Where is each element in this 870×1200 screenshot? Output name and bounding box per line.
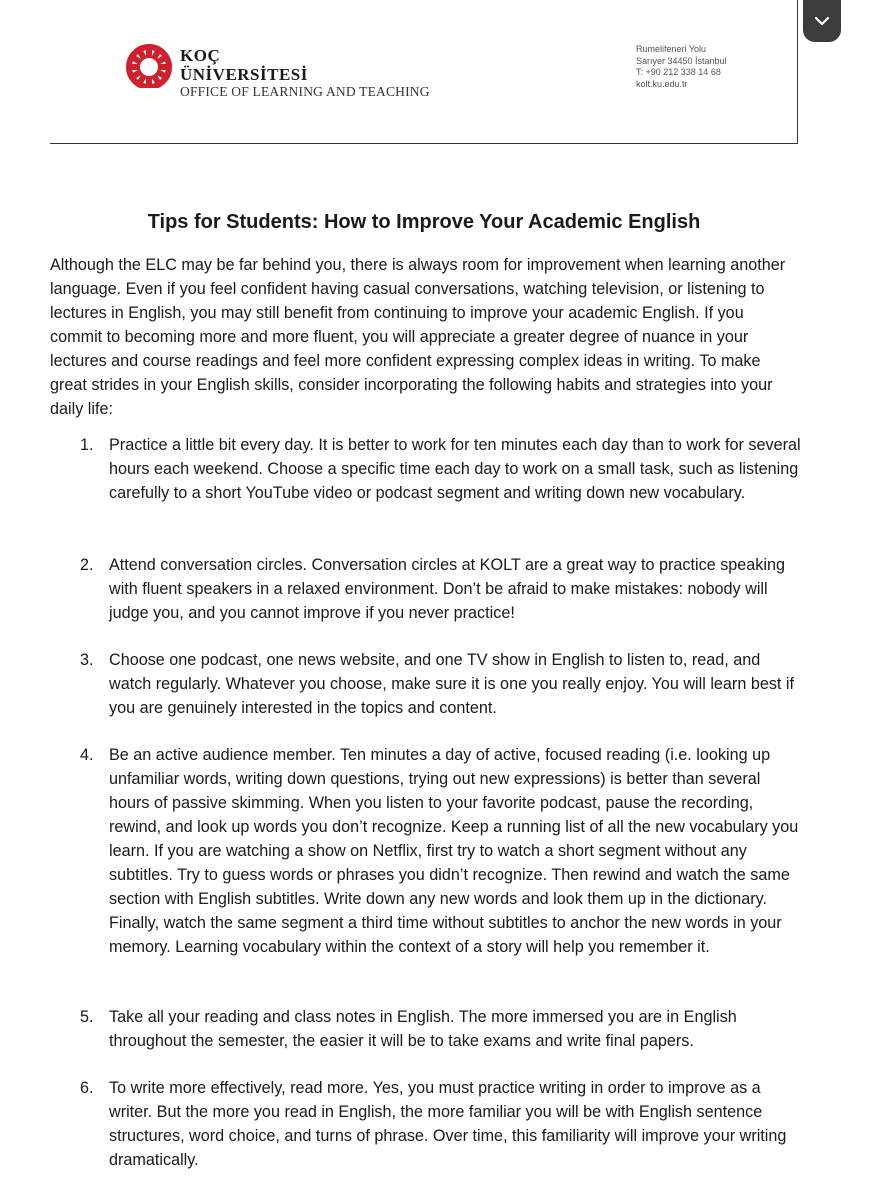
header-rule xyxy=(50,143,798,144)
list-item-number: 5. xyxy=(80,1008,94,1026)
scroll-down-button[interactable] xyxy=(803,0,841,42)
logo-text xyxy=(180,46,430,100)
address-line: kolt.ku.edu.tr xyxy=(636,78,688,89)
list-item-text: To write more effectively, read more. Yes, you must practice writing in order to improve as a writer. But the more you read in English, the more familiar you will be with English sentence structures, word choice, and turns of phrase. Over time, this familiarity will improve your writing dramatically. xyxy=(109,1079,787,1169)
list-item-text: Take all your reading and class notes in English. The more immersed you are in English throughout the semester, the easier it will be to take exams and write final papers. xyxy=(109,1008,737,1050)
header-vertical-rule xyxy=(797,0,798,144)
page-title: Tips for Students: How to Improve Your Academic English xyxy=(147,211,701,233)
list-item-number: 4. xyxy=(80,746,94,764)
logo-line-universitesi: ÜNİVERSİTESİ xyxy=(180,65,308,84)
list-item-number: 2. xyxy=(80,556,94,574)
koc-logo-icon xyxy=(122,44,176,88)
list-item-text: Choose one podcast, one news website, and one TV show in English to listen to, read, and watch regularly. Whatever you choose, make sure it is one you really enjoy. You will learn best if you are genuinely interested in the topics and content. xyxy=(109,651,795,717)
address-line: T: +90 212 338 14 68 xyxy=(636,67,721,77)
address-block xyxy=(636,44,727,90)
list-item-text: Attend conversation circles. Conversation circles at KOLT are a great way to practice speaking with fluent speakers in a relaxed environment. Don’t be afraid to make mistakes: nobody will judge you, and you cannot improve if you never practice! xyxy=(109,556,786,622)
list-item-number: 3. xyxy=(80,651,94,669)
list-item-number: 6. xyxy=(80,1079,94,1097)
list-item-text: Be an active audience member. Ten minutes a day of active, focused reading (i.e. looking up unfamiliar words, writing down questions, trying out new expressions) is better than several hours of passive skimming. When you listen to your favorite podcast, pause the recording, rewind, and look up words you don’t recognize. Keep a running list of all the new vocabulary you learn. If you are watching a show on Netflix, first try to watch a short segment without any subtitles. Try to guess words or phrases you didn’t recognize. Then rewind and watch the same section with English subtitles. Write down any new words and look them up in the dictionary. Finally, watch the same segment a third time without subtitles to anchor the new words in your memory. Learning vocabulary within the context of a story will help you remember it. xyxy=(109,746,799,956)
list-item-text: Practice a little bit every day. It is better to work for ten minutes each day than to work for several hours each weekend. Choose a specific time each day to work on a small task, such as listening carefully to a short YouTube video or podcast segment and writing down new vocabulary. xyxy=(109,436,801,502)
address-line: Sarıyer 34450 İstanbul xyxy=(636,55,727,66)
logo-line-office: OFFICE OF LEARNING AND TEACHING xyxy=(180,84,430,99)
intro-paragraph: Although the ELC may be far behind you, there is always room for improvement when learning another language. Even if you feel confident having casual conversations, watching television, or listening to lectures in English, you may still benefit from continuing to improve your academic English. If you commit to becoming more and more fluent, you will appreciate a greater degree of nuance in your lectures and course readings and feel more confident expressing complex ideas in writing. To make great strides in your English skills, consider incorporating the following habits and strategies into your daily life: xyxy=(50,256,786,418)
list-item-number: 1. xyxy=(80,436,94,454)
logo-line-koc: KOÇ xyxy=(180,46,221,65)
address-line: Rumelifeneri Yolu xyxy=(636,44,707,54)
chevron-down-icon xyxy=(814,16,830,26)
